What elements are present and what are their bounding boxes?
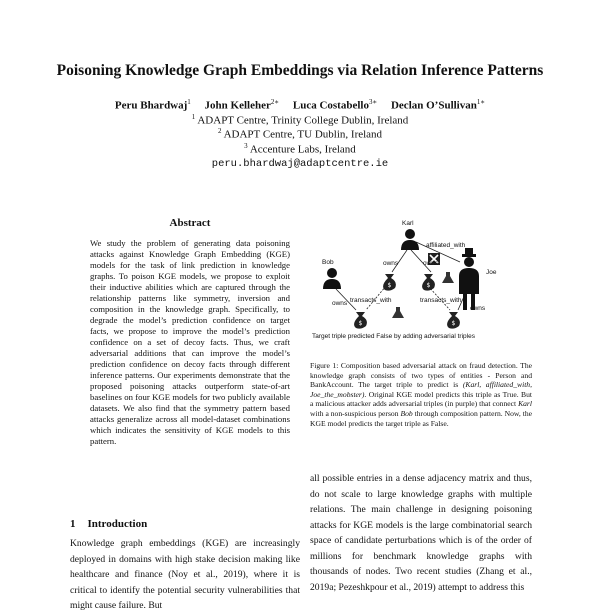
paper-title: Poisoning Knowledge Graph Embeddings via Relation Inference Patterns xyxy=(56,62,544,79)
author-sup: 3∗ xyxy=(368,98,378,106)
bob-label: Bob xyxy=(322,259,334,266)
section-number: 1 xyxy=(70,518,76,530)
bob-person-icon xyxy=(323,268,341,289)
affiliation-text: ADAPT Centre, Trinity College Dublin, Ireland xyxy=(197,114,409,127)
money-bag-icon xyxy=(354,312,367,329)
owns-label: owns xyxy=(383,260,399,267)
body-text-column-2: all possible entries in a dense adjacency matrix and thus, do not scale to large knowledge graphs with multiple relations. The main challenge in designing poisoning attacks for KGE models is the large combinatorial search space of candidate perturbations which is of the order of millions for benchmark knowledge graphs with thousands of nodes. Two recent studies (Zhang et al., 2019a; Pezeshkpour et al., 2019) attempt to address this xyxy=(310,473,532,593)
owns-label: owns xyxy=(470,305,486,312)
figure-caption xyxy=(310,361,532,428)
author-name: Luca Costabello xyxy=(292,99,369,112)
caption-math: Bob xyxy=(400,408,413,418)
owns-label: owns xyxy=(332,300,348,307)
caption-math: (Karl, affiliated_with, Joe_the_mobster) xyxy=(310,380,533,399)
caption-text: through composition pattern. Now, the KGE model predicts the target triple as False. xyxy=(310,408,532,428)
affiliation xyxy=(0,127,600,141)
section-title: Introduction xyxy=(87,518,148,530)
karl-person-icon xyxy=(401,229,419,250)
section-heading xyxy=(70,518,300,530)
money-bag-icon xyxy=(422,274,435,291)
intro-text: Knowledge graph embeddings (KGE) are increasingly deployed in domains with high stake decision making like healthcare and finance (Noy et al., 2019), where it is critical to identify the potential security vulnerabilities that might cause failure. But xyxy=(70,538,300,611)
svg-text:$: $ xyxy=(426,282,431,289)
author-email[interactable]: peru.bhardwaj@adaptcentre.ie xyxy=(211,158,389,170)
caption-math: Karl xyxy=(518,399,532,409)
abstract-text: We study the problem of generating data poisoning attacks against Knowledge Graph Embedding (KGE) models for the task of link prediction in knowledge graphs. To poison KGE models, we propose to exploit their inductive abilities which are captured through the relationship patterns like symmetry, inversion and composition in the knowledge graph. Specifically, to degrade the model’s prediction confidence on target facts, we propose to improve the model’s prediction confidence on a set of decoy facts. Thus, we craft adversarial additions that can improve the model’s prediction confidence on decoy facts through different inference patterns. Our experiments demonstrate that the proposed poisoning attacks outperform state-of-art baselines on four KGE models for two publicly available datasets. We also find that the symmetry pattern based attacks generalize across all model-dataset combinations which indicates the sensitivity of KGE models to this pattern. xyxy=(90,238,290,446)
svg-text:$: $ xyxy=(451,320,456,327)
transacts-with-label: transacts_with xyxy=(350,297,392,304)
affiliation xyxy=(0,142,600,156)
author-name: John Kelleher xyxy=(204,99,271,112)
flask-icon xyxy=(442,272,454,283)
caption-text: Figure 1: Composition based adversarial attack on fraud detection. The knowledge graph consists of two types of entities - Person and BankAccount. The target triple to predict is xyxy=(310,361,532,390)
author-name: Declan O’Sullivan xyxy=(390,99,477,112)
caption-text: . Original KGE model predicts this triple as True. But a malicious attacker adds adversarial triples (in purple) that connect xyxy=(310,389,532,409)
svg-text:$: $ xyxy=(358,320,363,327)
figure-footer-label: Target triple predicted False by adding adversarial triples xyxy=(312,333,475,340)
affiliation xyxy=(0,113,600,127)
flask-icon xyxy=(392,307,404,318)
figure-1 xyxy=(310,210,532,355)
affiliation-sup: 3 xyxy=(244,142,248,150)
affiliation-text: ADAPT Centre, TU Dublin, Ireland xyxy=(223,128,383,141)
caption-text: with a non-suspicious person xyxy=(310,408,401,418)
affiliated-with-label: affiliated_with xyxy=(426,242,466,249)
transacts-with-label: transacts_with xyxy=(420,297,462,304)
money-bag-icon xyxy=(383,274,396,291)
author-name: Peru Bhardwaj xyxy=(114,99,188,112)
money-bag-icon xyxy=(447,312,460,329)
author-sup: 2∗ xyxy=(270,98,280,106)
joe-label: Joe xyxy=(486,269,497,276)
svg-text:$: $ xyxy=(387,282,392,289)
affiliation-text: Accenture Labs, Ireland xyxy=(249,143,356,156)
author-list xyxy=(0,98,600,112)
owns-label: owns xyxy=(423,260,439,267)
author-sup: 1 xyxy=(187,98,191,106)
author-sup: 1∗ xyxy=(476,98,486,106)
abstract-heading: Abstract xyxy=(169,217,211,229)
affiliation-sup: 1 xyxy=(191,113,196,121)
karl-label: Karl xyxy=(402,220,414,227)
affiliation-sup: 2 xyxy=(217,127,222,135)
